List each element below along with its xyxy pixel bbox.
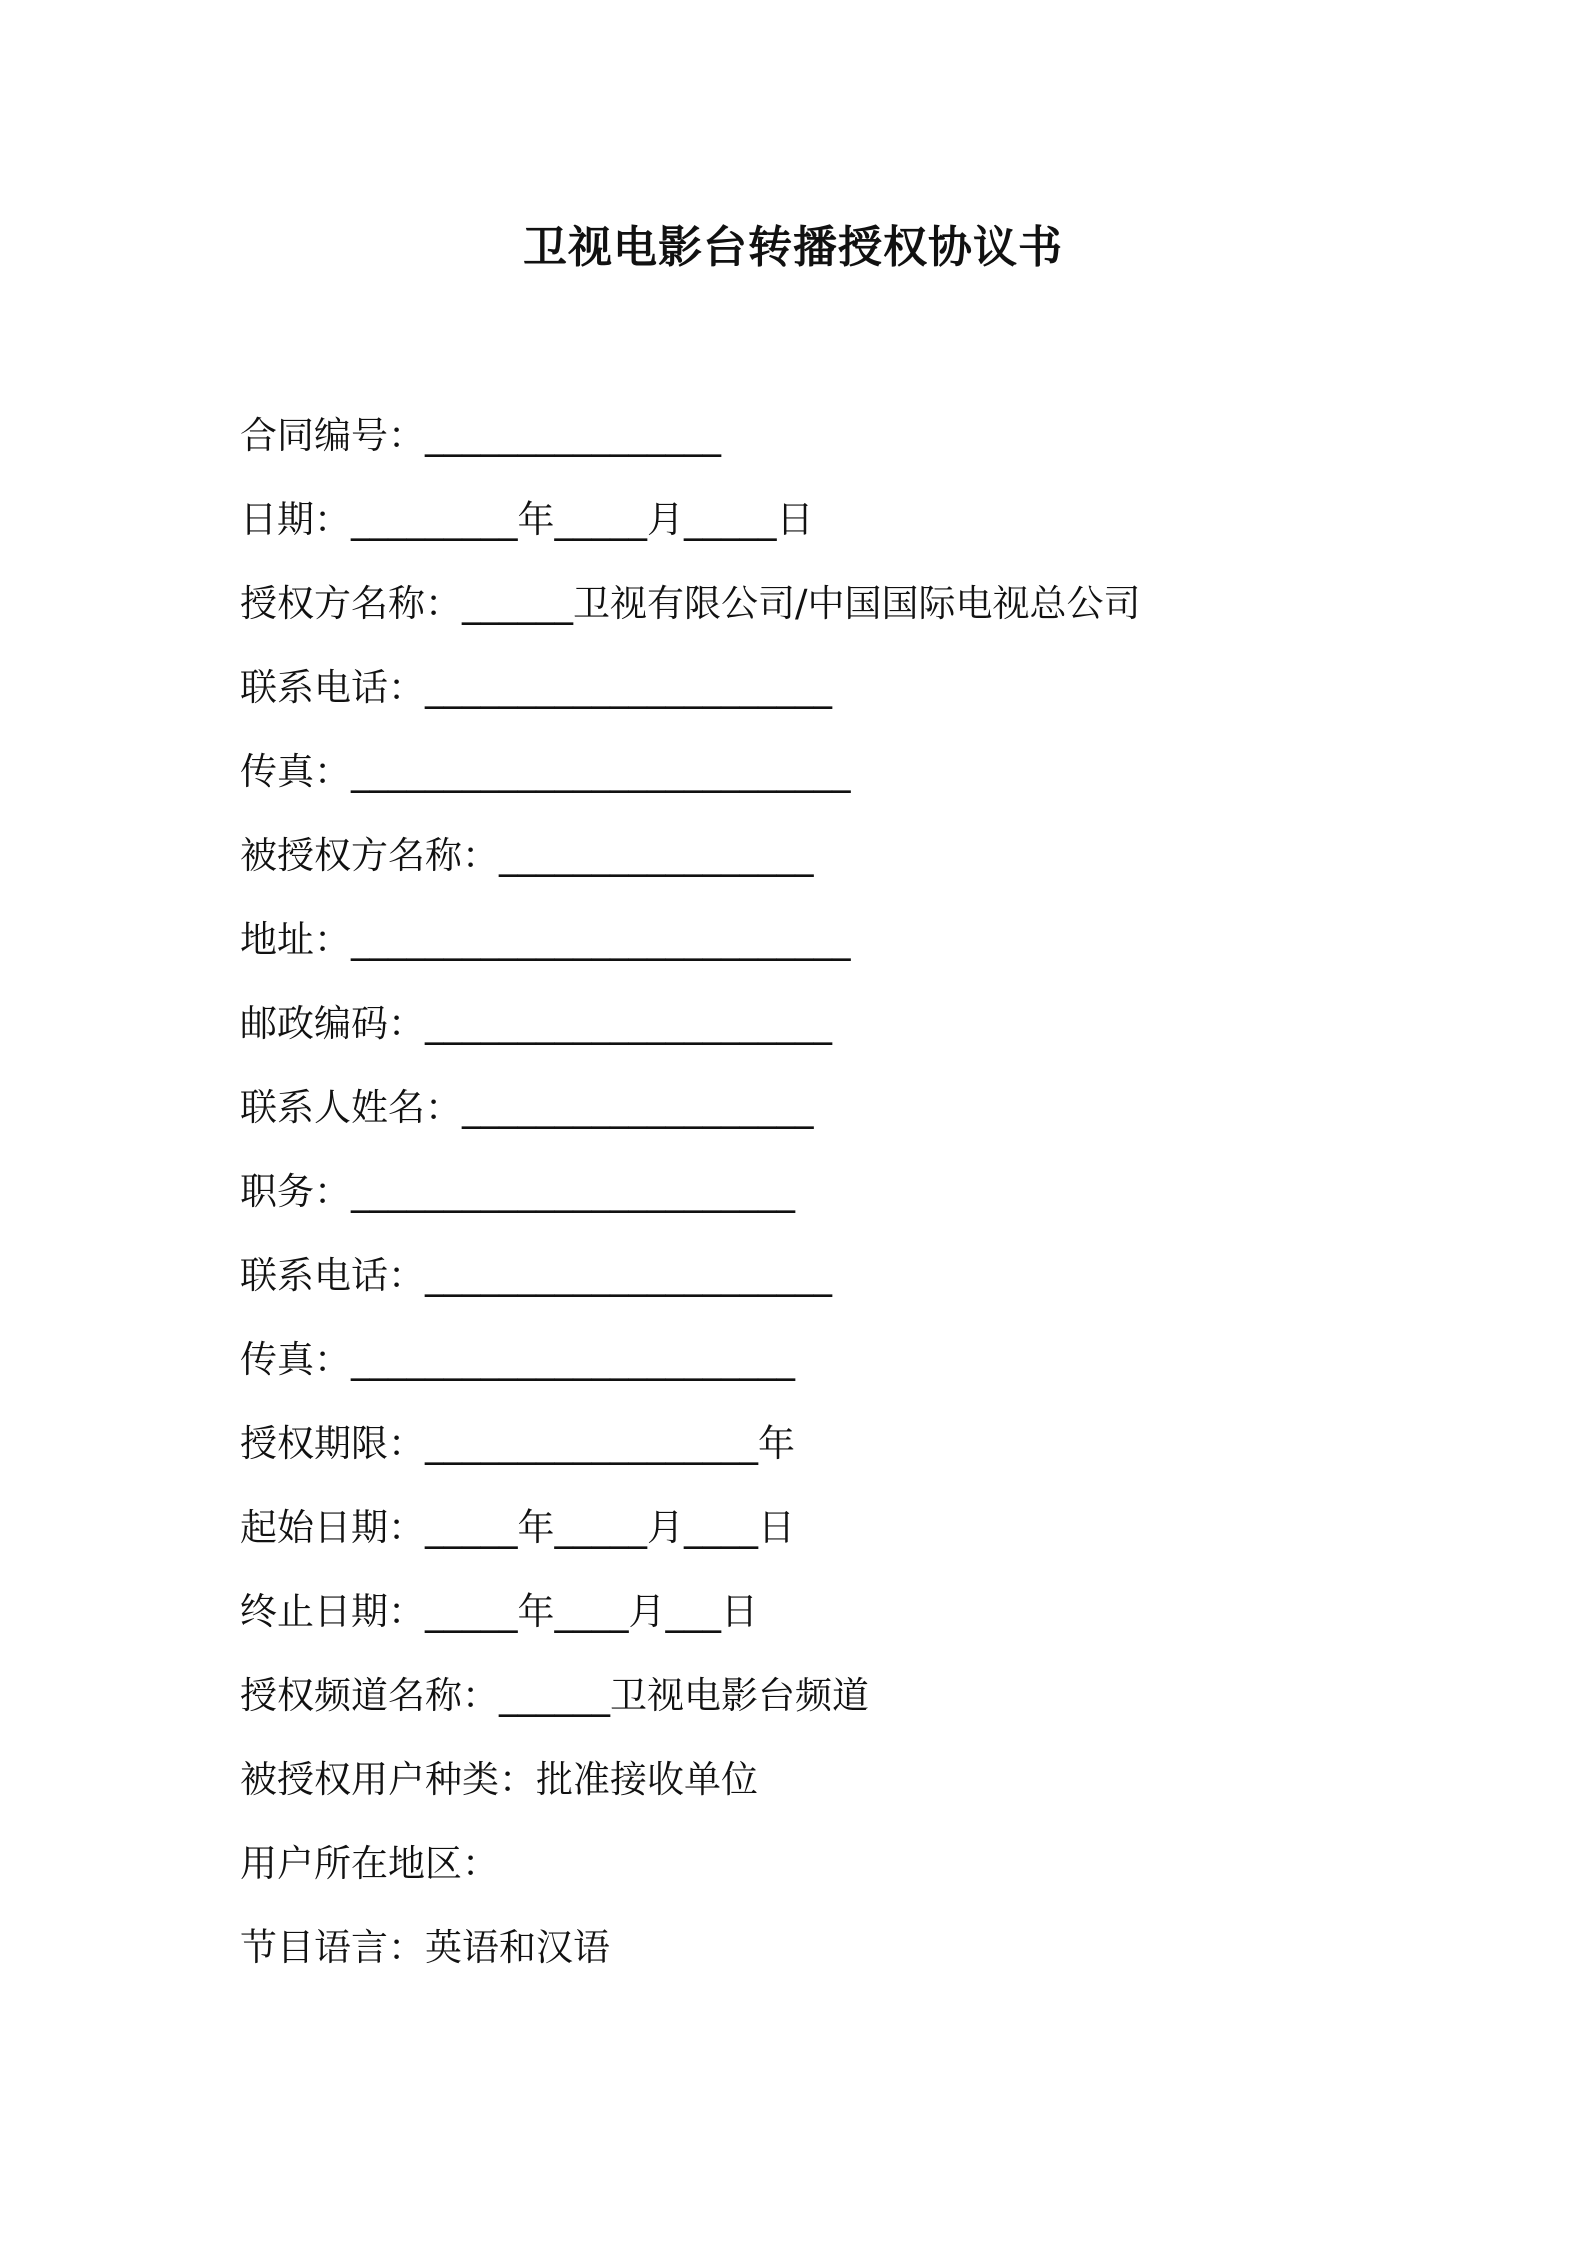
licensor-fax-line: 传真：___________________________ xyxy=(240,750,851,793)
position-line: 职务：________________________ xyxy=(240,1170,795,1213)
postal-code-line: 邮政编码：______________________ xyxy=(240,1002,832,1045)
licensee-fax-line: 传真：________________________ xyxy=(240,1338,795,1381)
user-region-line: 用户所在地区： xyxy=(240,1842,499,1885)
address-line: 地址：___________________________ xyxy=(240,918,851,961)
licensee-phone-line: 联系电话：______________________ xyxy=(240,1254,832,1297)
contract-number-line: 合同编号：________________ xyxy=(240,414,721,457)
form-fields xyxy=(240,408,1440,2004)
contact-name-line: 联系人姓名：___________________ xyxy=(240,1086,814,1129)
channel-name-line: 授权频道名称：______卫视电影台频道 xyxy=(240,1674,869,1717)
licensor-phone-line: 联系电话：______________________ xyxy=(240,666,832,709)
user-type-line: 被授权用户种类：批准接收单位 xyxy=(240,1758,758,1801)
end-date-line: 终止日期：_____年____月___日 xyxy=(240,1590,758,1633)
start-date-line: 起始日期：_____年_____月____日 xyxy=(240,1506,795,1549)
licensor-name-line: 授权方名称：______卫视有限公司/中国国际电视总公司 xyxy=(240,582,1141,625)
program-language-line: 节目语言：英语和汉语 xyxy=(240,1926,610,1969)
document-title: 卫视电影台转播授权协议书 xyxy=(523,222,1063,273)
licensee-name-line: 被授权方名称：_________________ xyxy=(240,834,814,877)
date-line: 日期：_________年_____月_____日 xyxy=(240,498,814,541)
license-term-line: 授权期限：__________________年 xyxy=(240,1422,795,1465)
